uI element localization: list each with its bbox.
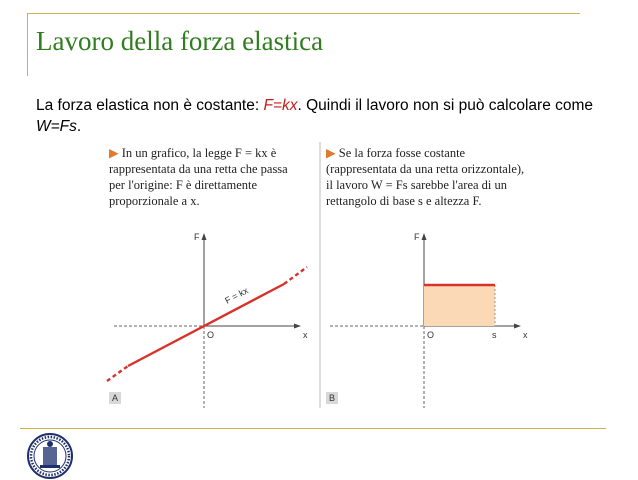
line-f-kx-dashed-low <box>107 366 128 381</box>
formula-f-kx: F=kx <box>263 97 298 114</box>
x-arrow-icon-a <box>294 324 301 329</box>
x-arrow-icon-b <box>514 324 521 329</box>
line-f-kx <box>128 284 284 366</box>
triangle-bullet-icon: ▶ <box>109 146 122 160</box>
origin-label-b: O <box>427 330 435 340</box>
line-label: F = kx <box>223 285 250 306</box>
panel-label-a: A <box>109 392 121 404</box>
triangle-bullet-icon: ▶ <box>326 146 339 160</box>
intro-text <box>36 95 611 137</box>
y-axis-label-a: F <box>194 232 200 242</box>
y-arrow-icon-b <box>422 233 427 240</box>
s-label: s <box>492 330 497 340</box>
origin-label-a: O <box>207 330 215 340</box>
figure-graphics <box>102 140 542 410</box>
top-rule <box>27 13 580 14</box>
textbook-figure <box>102 140 542 410</box>
y-arrow-icon-a <box>202 233 207 240</box>
left-rule <box>27 13 28 76</box>
line-f-kx-dashed-high <box>284 267 307 284</box>
panel-label-b: B <box>326 392 338 404</box>
x-axis-label-b: x <box>523 330 528 340</box>
intro-part-2: . Quindi il lavoro non si può calcolare come <box>297 97 594 114</box>
university-seal-logo <box>26 432 74 480</box>
caption-b-text: Se la forza fosse costante (rappresentata da una retta orizzontale), il lavoro W = Fs sarebbe l'area di un rettangolo di base s e altezza F. <box>326 146 525 208</box>
caption-a-text: In un grafico, la legge F = kx è rappresentata da una retta che passa per l'origine: F è direttamente proporzionale a x. <box>109 146 288 208</box>
intro-part-3: . <box>76 118 82 135</box>
intro-part-1: La forza elastica non è costante: <box>36 97 264 114</box>
bottom-rule <box>20 428 606 429</box>
slide-title: Lavoro della forza elastica <box>36 26 324 56</box>
x-axis-label-a: x <box>303 330 308 340</box>
y-axis-label-b: F <box>414 232 420 242</box>
work-area-rectangle <box>424 285 495 326</box>
formula-w-fs: W=Fs <box>36 118 77 135</box>
